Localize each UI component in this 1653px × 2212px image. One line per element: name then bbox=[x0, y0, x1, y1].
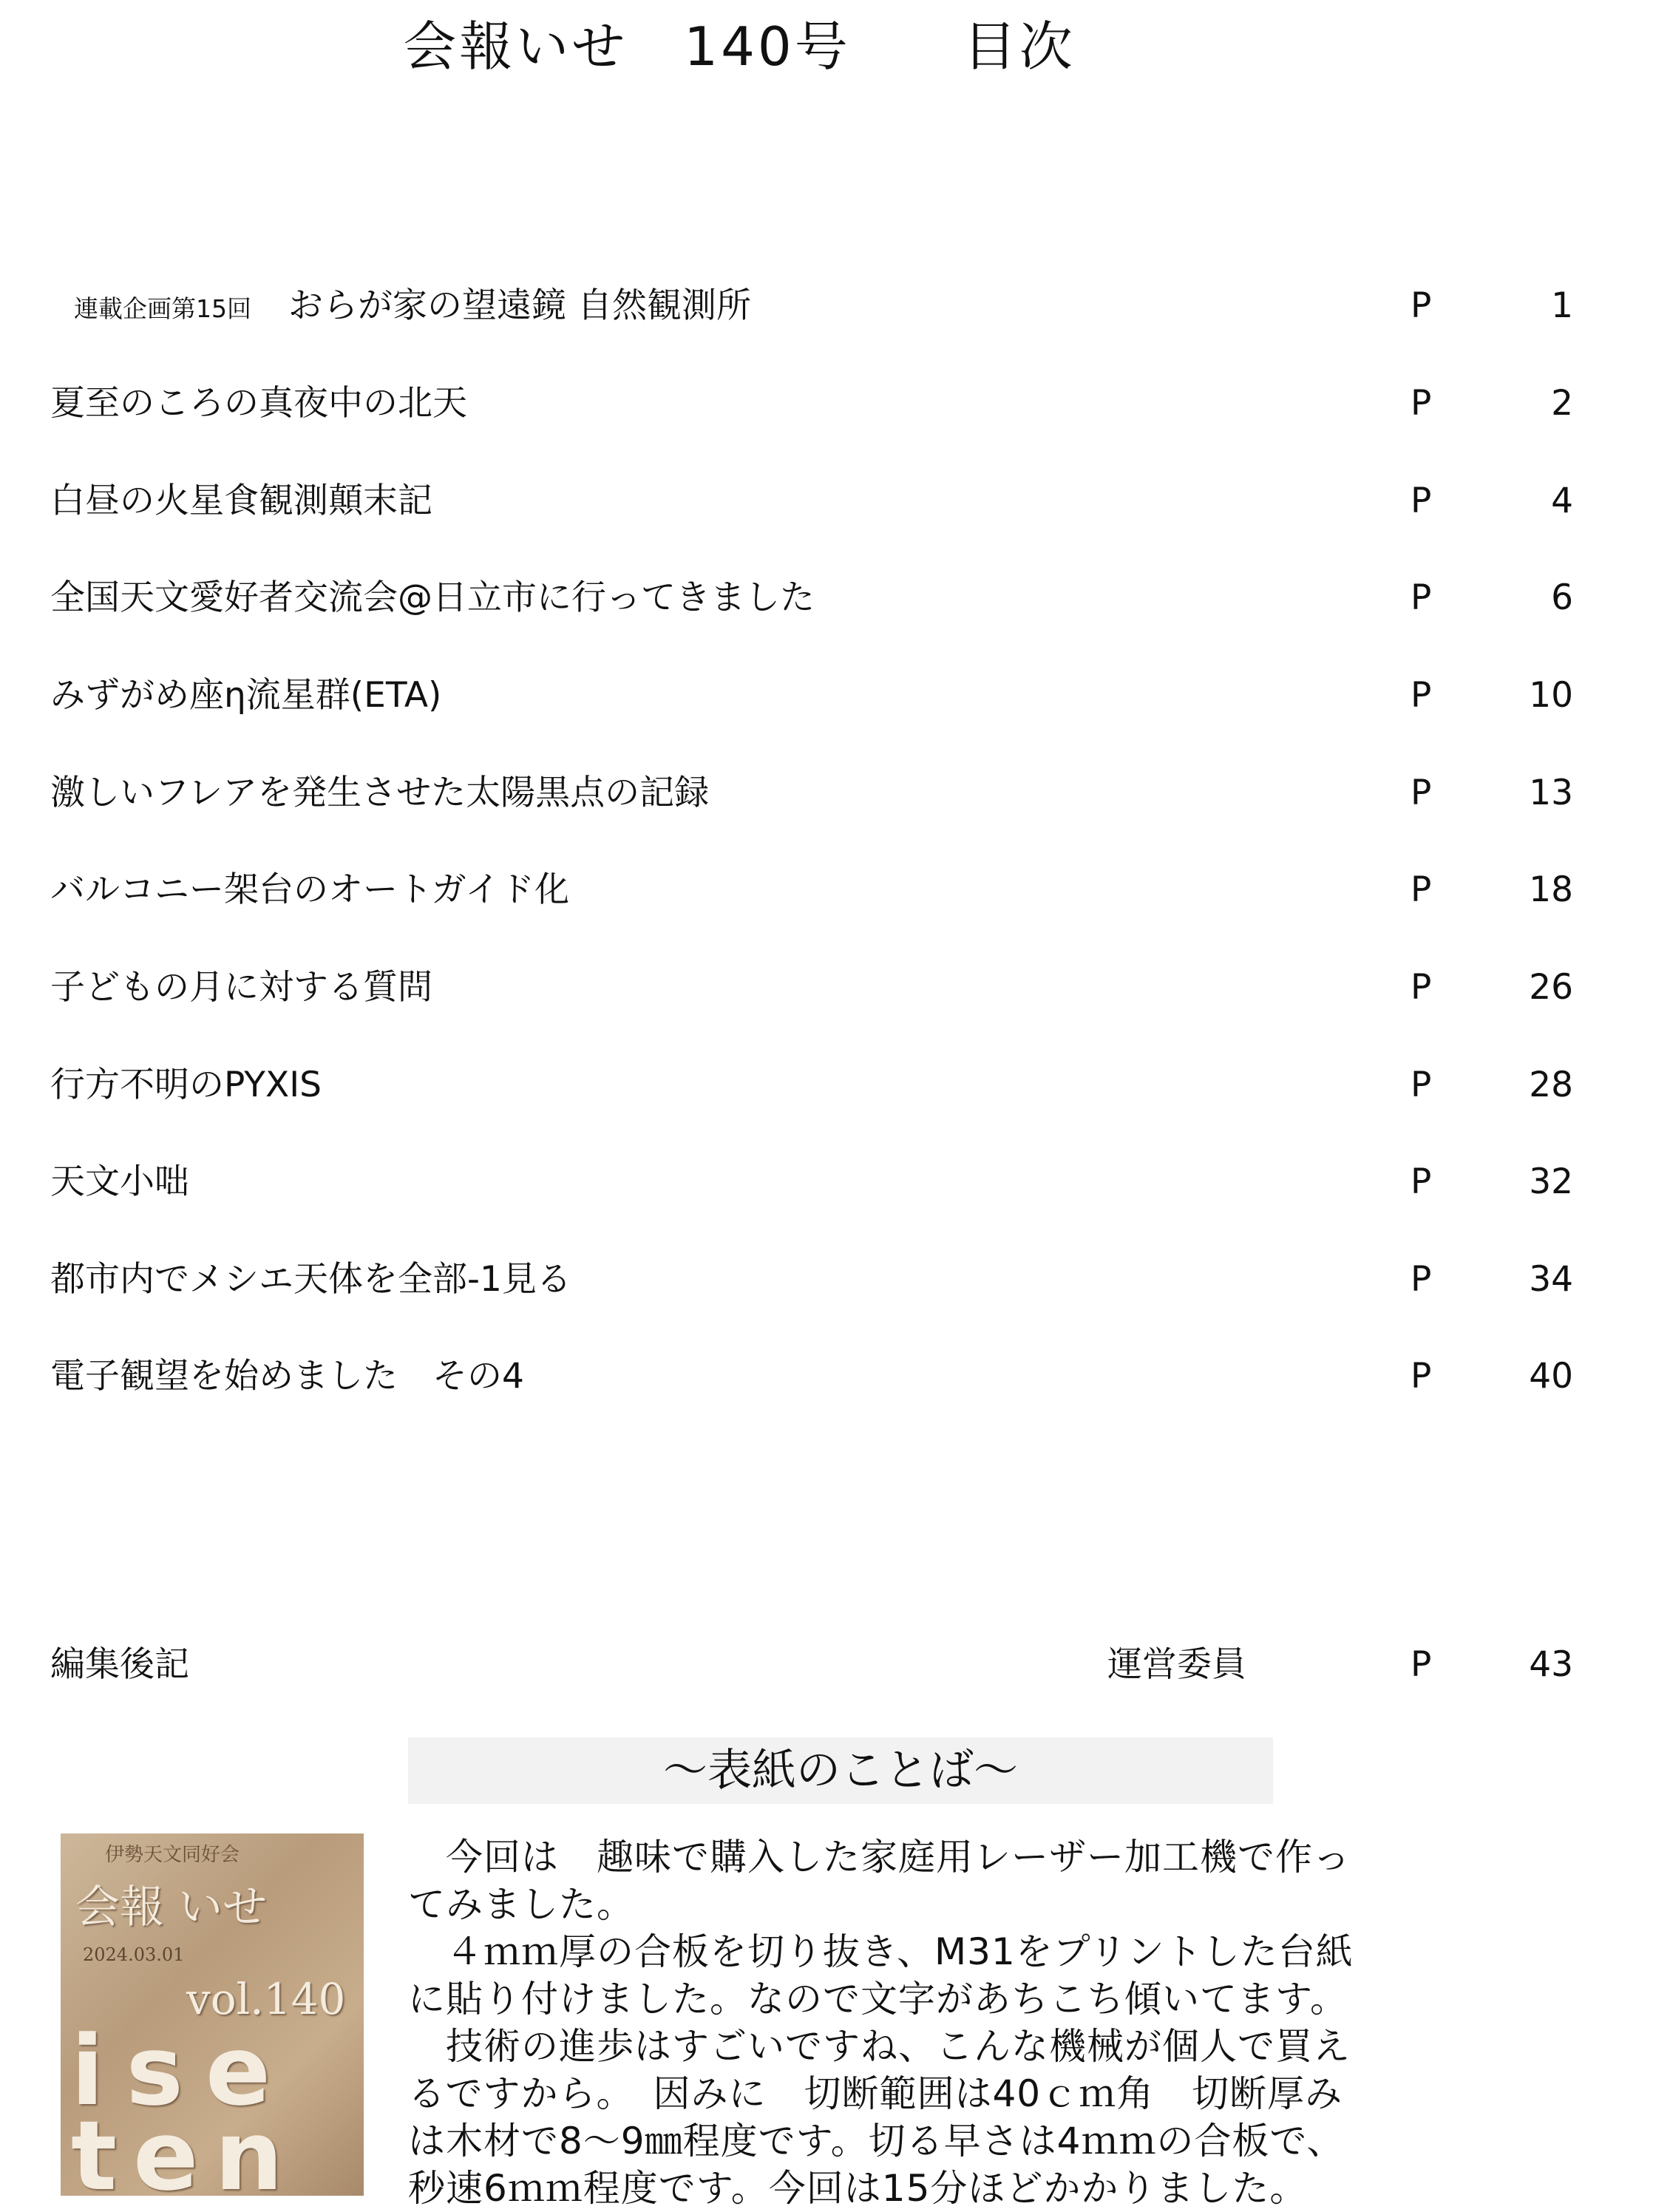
toc-p-label: P bbox=[1411, 869, 1432, 910]
toc-p-label: P bbox=[1411, 481, 1432, 521]
toc-title: 都市内でメシエ天体を全部-1見る bbox=[50, 1259, 571, 1300]
toc-row[interactable] bbox=[50, 666, 1573, 725]
toc-title: 激しいフレアを発生させた太陽黒点の記録 bbox=[50, 773, 710, 813]
toc-row[interactable] bbox=[50, 1056, 1573, 1115]
toc-page-number: 6 bbox=[1551, 577, 1573, 618]
toc-page-number: 10 bbox=[1529, 675, 1573, 716]
toc-title: 編集後記 bbox=[50, 1644, 189, 1685]
toc-title: 天文小咄 bbox=[50, 1161, 189, 1202]
cover-photo-name: 会報 いせ bbox=[75, 1882, 268, 1933]
toc-row[interactable] bbox=[50, 472, 1573, 531]
toc-p-label: P bbox=[1411, 1356, 1432, 1397]
toc-page-number: 32 bbox=[1529, 1161, 1573, 1202]
toc-p-label: P bbox=[1411, 773, 1432, 813]
toc-row[interactable] bbox=[50, 958, 1573, 1017]
toc-page-number: 43 bbox=[1529, 1644, 1573, 1685]
cover-photo-date: 2024.03.01 bbox=[83, 1944, 185, 1965]
toc-row[interactable] bbox=[50, 569, 1573, 628]
toc-title: 電子観望を始めました その4 bbox=[50, 1356, 524, 1397]
toc-page-number: 4 bbox=[1551, 481, 1573, 521]
cover-words-line: に貼り付けました。なので文字があちこち傾いてます。 bbox=[408, 1978, 1348, 2021]
toc-title: おらが家の望遠鏡 自然観測所 bbox=[288, 285, 751, 326]
toc-p-label: P bbox=[1411, 1259, 1432, 1300]
cover-words-line: 秒速6ｍｍ程度です。今回は15分ほどかかりました。 bbox=[408, 2167, 1308, 2210]
cover-words-heading: 〜表紙のことば〜 bbox=[408, 1737, 1273, 1804]
toc-title: バルコニー架台のオートガイド化 bbox=[50, 869, 570, 910]
toc-page-number: 2 bbox=[1551, 383, 1573, 424]
cover-words-line: は木材で8〜9㎜程度です。切る早さは4ｍｍの合板で、 bbox=[408, 2120, 1345, 2162]
toc-row[interactable] bbox=[50, 861, 1573, 920]
cover-section bbox=[61, 1737, 1643, 2212]
toc-row[interactable] bbox=[50, 1153, 1573, 1212]
toc-row[interactable] bbox=[50, 1250, 1573, 1309]
toc-title: みずがめ座η流星群(ETA) bbox=[50, 675, 442, 716]
toc-p-label: P bbox=[1411, 1065, 1432, 1105]
toc-series-label: 連載企画第15回 bbox=[74, 294, 251, 323]
toc-title: 全国天文愛好者交流会@日立市に行ってきました bbox=[50, 577, 815, 618]
toc-title: 夏至のころの真夜中の北天 bbox=[50, 383, 467, 424]
cover-photo bbox=[61, 1833, 364, 2212]
toc-p-label: P bbox=[1411, 675, 1432, 716]
toc-row[interactable] bbox=[50, 764, 1573, 823]
cover-words-body bbox=[408, 1833, 1650, 2212]
cover-photo-club: 伊勢天文同好会 bbox=[105, 1844, 240, 1866]
cover-words-line: るですから。 因みに 切断範囲は40ｃｍ角 切断厚み bbox=[408, 2072, 1343, 2115]
toc-p-label: P bbox=[1411, 285, 1432, 326]
toc-page-number: 13 bbox=[1529, 773, 1573, 813]
toc-p-label: P bbox=[1411, 1161, 1432, 1202]
toc-page-number: 26 bbox=[1529, 967, 1573, 1008]
cover-words-line: てみました。 bbox=[408, 1883, 634, 1926]
toc-row[interactable] bbox=[50, 1347, 1573, 1406]
toc-page-number: 40 bbox=[1529, 1356, 1573, 1397]
cover-photo-vol: vol.140 bbox=[186, 1974, 346, 2024]
cover-photo-word-ten: ten bbox=[71, 2100, 299, 2212]
toc-row-editor-note[interactable] bbox=[50, 1635, 1573, 1694]
cover-words-line: ４ｍｍ厚の合板を切り抜き、M31をプリントした台紙 bbox=[408, 1930, 1354, 1973]
toc-page-number: 28 bbox=[1529, 1065, 1573, 1105]
toc-p-label: P bbox=[1411, 577, 1432, 618]
toc-row[interactable] bbox=[50, 276, 1573, 336]
toc-title: 白昼の火星食観測顛末記 bbox=[50, 481, 432, 521]
page-title: 会報いせ 140号 目次 bbox=[403, 16, 1076, 78]
cover-photo-word-ise: ise bbox=[71, 2015, 293, 2127]
toc-row[interactable] bbox=[50, 374, 1573, 433]
cover-words bbox=[408, 1737, 1650, 2210]
toc-p-label: P bbox=[1411, 383, 1432, 424]
toc-title: 行方不明のPYXIS bbox=[50, 1065, 322, 1105]
toc-page-number: 34 bbox=[1529, 1259, 1573, 1300]
cover-words-line: 技術の進歩はすごいですね、こんな機械が個人で買え bbox=[408, 2025, 1351, 2068]
toc-page-number: 1 bbox=[1551, 285, 1573, 326]
toc-p-label: P bbox=[1411, 1644, 1432, 1685]
toc-title: 子どもの月に対する質問 bbox=[50, 967, 432, 1008]
toc-p-label: P bbox=[1411, 967, 1432, 1008]
toc-author: 運営委員 bbox=[1107, 1644, 1246, 1685]
toc-page-number: 18 bbox=[1529, 869, 1573, 910]
cover-words-line: 今回は 趣味で購入した家庭用レーザー加工機で作っ bbox=[408, 1836, 1351, 1879]
